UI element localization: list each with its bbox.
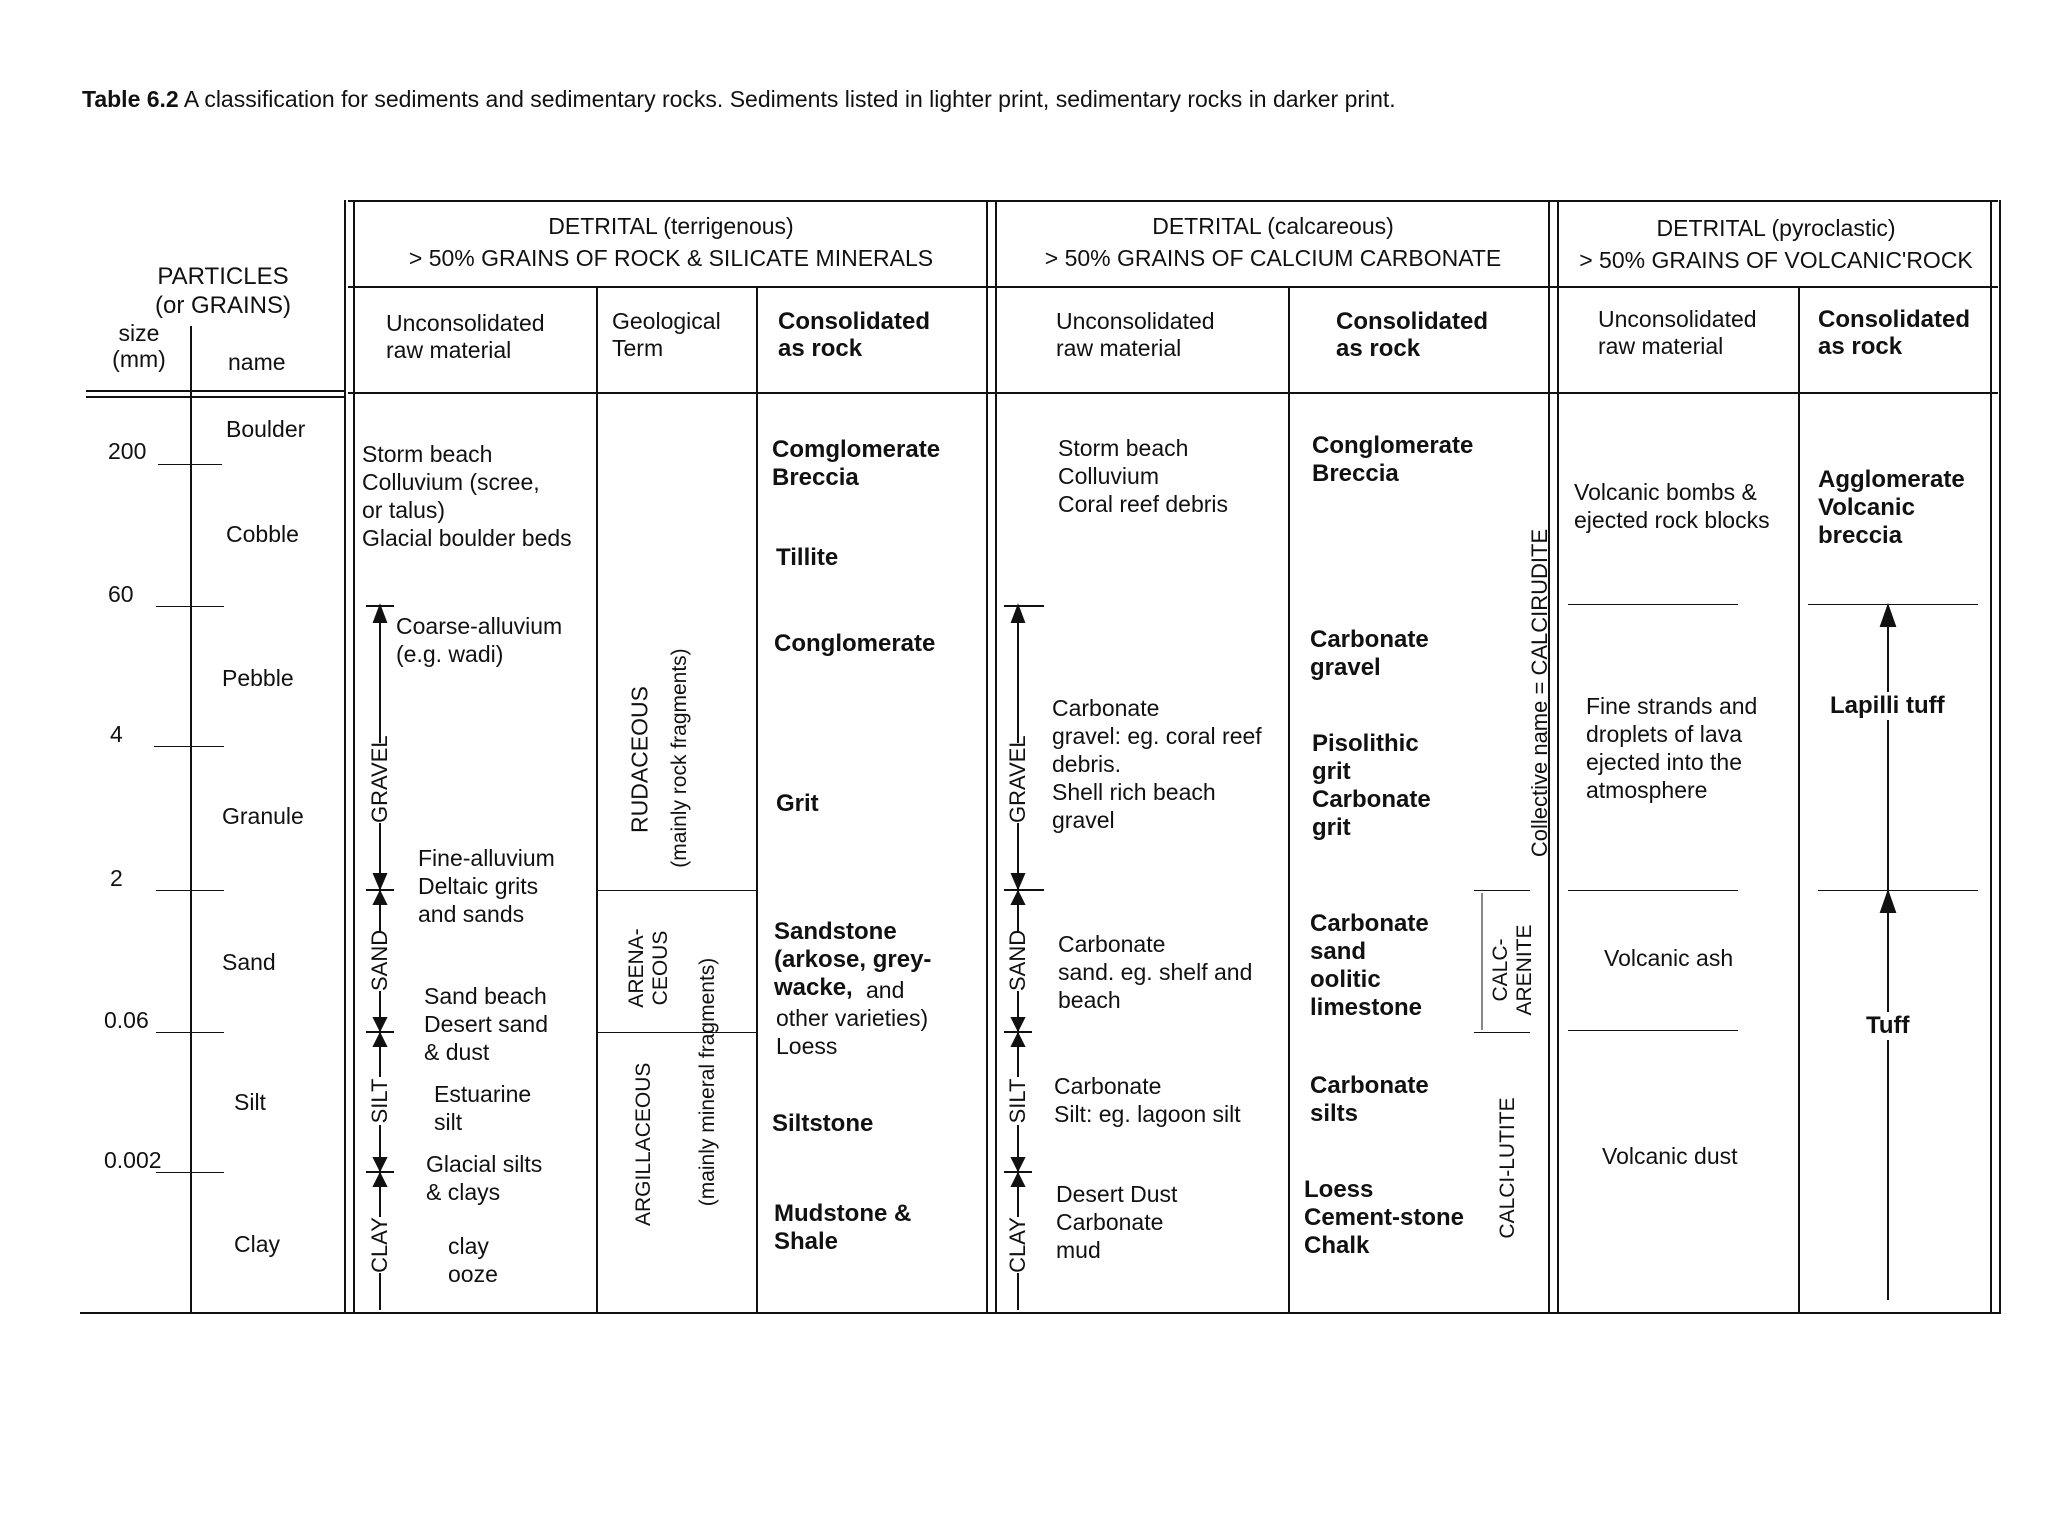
terr-sub-geological: Geological Term xyxy=(612,308,721,361)
terr-raw-coarse: Coarse-alluvium (e.g. wadi) xyxy=(396,613,563,667)
size-4: 4 xyxy=(110,721,123,747)
particles-title: PARTICLES (or GRAINS) xyxy=(154,263,291,319)
terr-rock-sandstone-rest: other varieties) Loess xyxy=(776,1005,929,1059)
terr-rock-sandstone-and: and xyxy=(866,977,905,1003)
terr-scale-gravel: GRAVEL xyxy=(367,735,392,823)
calc-calcarenite: CALC- ARENITE xyxy=(1489,924,1536,1016)
pyro-raw-2: Fine strands and droplets of lava ejected into the atmosphere xyxy=(1586,693,1758,803)
terr-sub-unconsolidated: Unconsolidated raw material xyxy=(386,310,545,363)
calc-raw-3: Carbonate sand. eg. shelf and beach xyxy=(1058,931,1253,1013)
terr-raw-sand: Sand beach Desert sand & dust xyxy=(424,983,549,1065)
size-0-002: 0.002 xyxy=(104,1147,162,1173)
calc-sub-consolidated: Consolidated as rock xyxy=(1336,308,1489,362)
size-200: 200 xyxy=(108,438,147,464)
calc-collective-name: Collective name = CALCIRUDITE xyxy=(1527,528,1552,858)
calc-calcilutite: CALCI-LUTITE xyxy=(1496,1097,1519,1239)
terr-rock-sandstone-bold: Sandstone (arkose, grey- wacke, xyxy=(774,918,932,1001)
calc-raw-1: Storm beach Colluvium Coral reef debris xyxy=(1058,435,1229,517)
terr-sub-consolidated: Consolidated as rock xyxy=(778,308,931,362)
name-header: name xyxy=(228,349,286,375)
name-silt: Silt xyxy=(234,1089,266,1115)
terr-raw-glacial: Glacial silts & clays xyxy=(426,1151,543,1205)
terr-raw-boulder: Storm beach Colluvium (scree, or talus) Glacial boulder beds xyxy=(362,441,572,551)
size-2: 2 xyxy=(110,865,123,891)
pyro-raw-1: Volcanic bombs & ejected rock blocks xyxy=(1574,479,1770,533)
terr-rock-tillite: Tillite xyxy=(776,544,839,571)
pyro-raw-4: Volcanic dust xyxy=(1602,1143,1738,1169)
calc-rock-6: Loess Cement-stone Chalk xyxy=(1304,1176,1465,1259)
calc-scale-sand: SAND xyxy=(1005,929,1030,991)
terr-rock-conglomerate-breccia: Comglomerate Breccia xyxy=(772,436,941,491)
terr-scale-clay: CLAY xyxy=(367,1217,392,1273)
geo-mineral-note: (mainly mineral fragments) xyxy=(696,957,719,1207)
terr-scale-sand: SAND xyxy=(367,929,392,991)
size-header: size (mm) xyxy=(112,320,166,372)
calc-raw-2: Carbonate gravel: eg. coral reef debris. Shell rich beach gravel xyxy=(1052,695,1262,833)
terr-rock-conglomerate: Conglomerate xyxy=(774,630,936,657)
name-cobble: Cobble xyxy=(226,521,299,547)
terr-raw-fine: Fine-alluvium Deltaic grits and sands xyxy=(418,845,555,927)
caption-label: Table 6.2 xyxy=(82,86,179,112)
calc-rock-4: Carbonate sand oolitic limestone xyxy=(1310,910,1429,1021)
terr-rock-grit: Grit xyxy=(776,790,819,817)
calc-scale-clay: CLAY xyxy=(1005,1217,1030,1273)
calc-rock-1: Conglomerate Breccia xyxy=(1312,432,1474,487)
pyro-rock-3: Tuff xyxy=(1866,1012,1910,1039)
name-sand: Sand xyxy=(222,949,276,975)
terr-raw-clay: clay ooze xyxy=(448,1233,498,1287)
pyro-sub-consolidated: Consolidated as rock xyxy=(1818,306,1971,360)
pyro-sub-unconsolidated: Unconsolidated raw material xyxy=(1598,306,1757,359)
terr-raw-silt: Estuarine silt xyxy=(434,1081,532,1135)
pyro-raw-3: Volcanic ash xyxy=(1604,945,1734,971)
size-0-06: 0.06 xyxy=(104,1007,149,1033)
terr-scale-silt: SILT xyxy=(367,1078,392,1124)
calc-sub-unconsolidated: Unconsolidated raw material xyxy=(1056,308,1215,361)
calc-rock-3: Pisolithic grit Carbonate grit xyxy=(1312,730,1431,841)
pyro-rock-2: Lapilli tuff xyxy=(1830,692,1945,719)
geo-rudaceous: RUDACEOUS xyxy=(626,686,653,833)
size-60: 60 xyxy=(108,581,134,607)
calc-scale-silt: SILT xyxy=(1005,1078,1030,1124)
calc-raw-5: Desert Dust Carbonate mud xyxy=(1056,1181,1178,1263)
name-boulder: Boulder xyxy=(226,416,306,442)
calc-rock-2: Carbonate gravel xyxy=(1310,626,1429,681)
pyro-rock-1: Agglomerate Volcanic breccia xyxy=(1818,466,1965,549)
name-granule: Granule xyxy=(222,803,304,829)
geo-rudaceous-note: (mainly rock fragments) xyxy=(668,648,691,868)
calc-rock-5: Carbonate silts xyxy=(1310,1072,1429,1127)
calcareous-header: DETRITAL (calcareous) > 50% GRAINS OF CALCIUM CARBONATE xyxy=(1044,213,1502,271)
calc-scale-gravel: GRAVEL xyxy=(1005,735,1030,823)
terrigenous-header: DETRITAL (terrigenous) > 50% GRAINS OF ROCK & SILICATE MINERALS xyxy=(408,213,934,271)
calc-raw-4: Carbonate Silt: eg. lagoon silt xyxy=(1054,1073,1241,1127)
geo-argillaceous: ARGILLACEOUS xyxy=(632,1062,655,1226)
geo-arenaceous: ARENA- CEOUS xyxy=(625,928,672,1008)
name-pebble: Pebble xyxy=(222,665,294,691)
terr-rock-mudstone: Mudstone & Shale xyxy=(774,1200,912,1255)
name-clay: Clay xyxy=(234,1231,281,1257)
pyroclastic-header: DETRITAL (pyroclastic) > 50% GRAINS OF VOLCANIC'ROCK xyxy=(1579,215,1973,273)
terr-rock-siltstone: Siltstone xyxy=(772,1110,874,1137)
caption-text: A classification for sediments and sedimentary rocks. Sediments listed in lighter print, sedimentary rocks in darker print. xyxy=(178,86,1396,112)
